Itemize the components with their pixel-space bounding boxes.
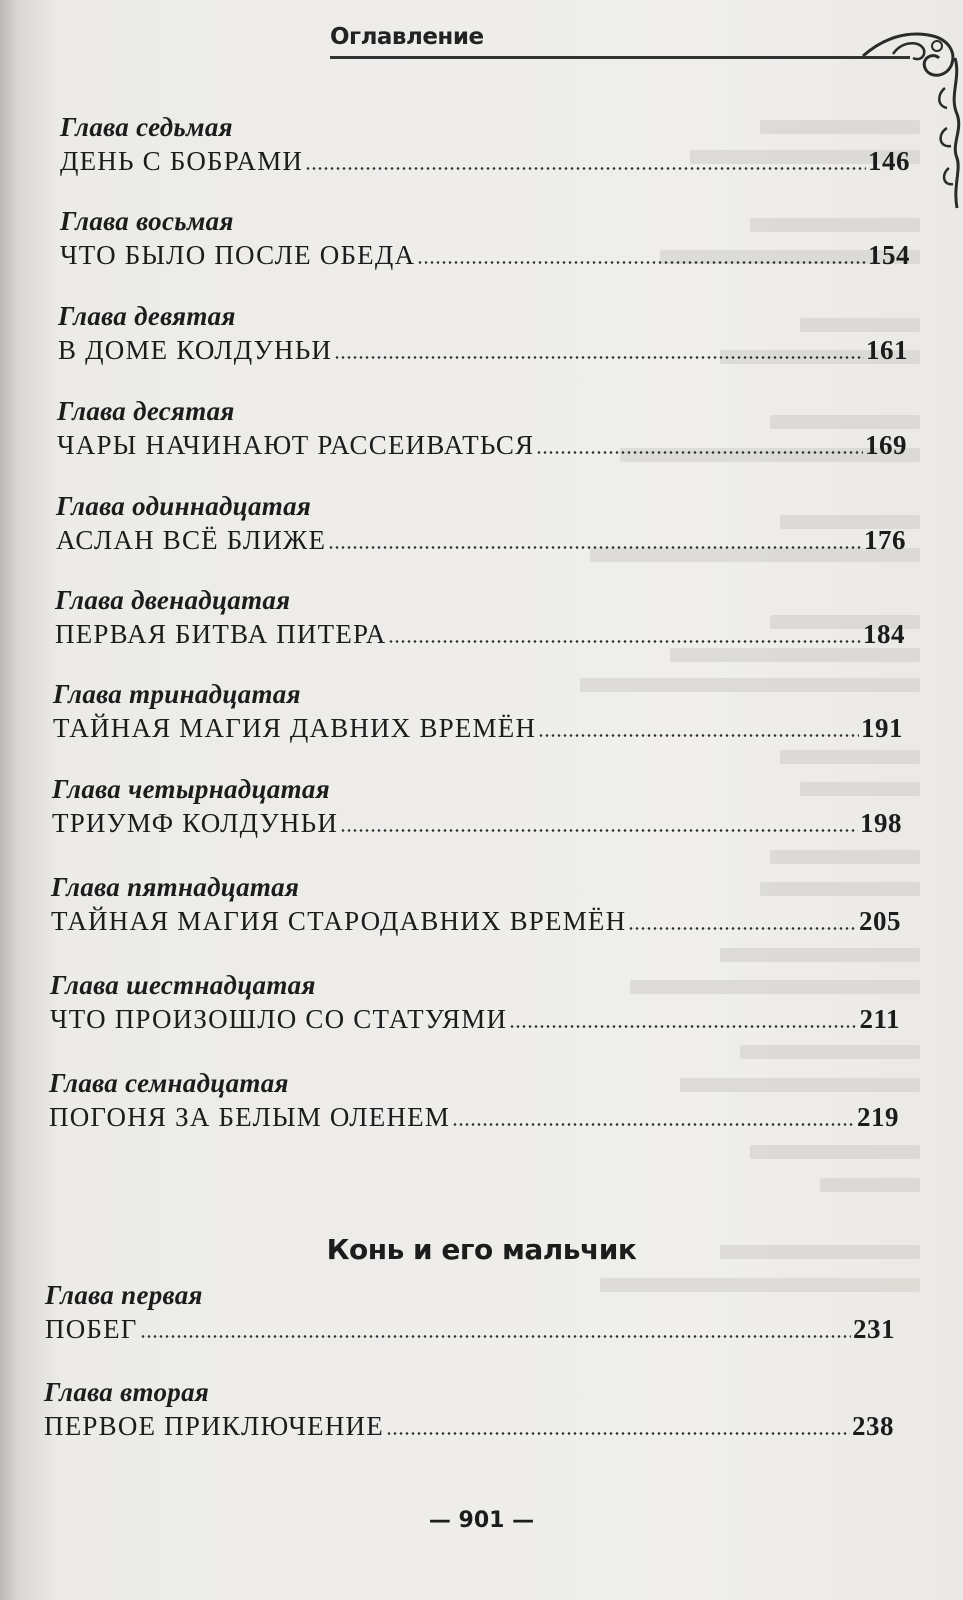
chapter-title: ЧТО БЫЛО ПОСЛЕ ОБЕДА [60,240,416,270]
toc-line [58,334,908,366]
chapter-title: ПОБЕГ [45,1314,138,1344]
toc-entry [45,1280,895,1345]
page-number: 219 [857,1102,899,1132]
toc-entry [55,585,905,650]
toc-line [44,1410,894,1442]
chapter-title: ТАЙНАЯ МАГИЯ ДАВНИХ ВРЕМЁН [53,713,537,743]
dot-leader [509,1025,857,1028]
dot-leader [417,261,866,264]
section-title: Конь и его мальчик [326,1233,637,1266]
page-number: 198 [860,808,902,838]
toc-entry [52,774,902,839]
toc-line [55,618,905,650]
toc-entry [57,396,907,461]
chapter-label: Глава вторая [44,1377,210,1407]
toc-entry [44,1377,894,1442]
chapter-title: ПЕРВАЯ БИТВА ПИТЕРА [55,619,387,649]
chapter-label: Глава пятнадцатая [51,872,300,902]
dot-leader [140,1335,851,1338]
toc-entry [49,1068,899,1133]
chapter-label: Глава девятая [58,301,236,331]
page-number: 169 [865,430,907,460]
toc-line [53,712,903,744]
toc-entry [60,112,910,177]
chapter-label: Глава семнадцатая [49,1068,289,1098]
page-number: 154 [868,240,910,270]
dot-leader [536,451,863,454]
dot-leader [538,734,859,737]
chapter-label: Глава первая [45,1280,203,1310]
chapter-title: ЧТО ПРОИЗОШЛО СО СТАТУЯМИ [50,1004,508,1034]
page-number: 161 [866,335,908,365]
chapter-label: Глава десятая [57,396,235,426]
page-number: 205 [859,906,901,936]
chapter-label: Глава тринадцатая [53,679,301,709]
toc-line [50,1003,900,1035]
toc-line [51,905,901,937]
page-number: 238 [852,1411,894,1441]
dot-leader [628,927,857,930]
page-number: 231 [853,1314,895,1344]
page-number: 191 [861,713,903,743]
page-number: 211 [859,1004,900,1034]
toc-entry [51,872,901,937]
chapter-title: АСЛАН ВСЁ БЛИЖЕ [56,525,327,555]
chapter-title: ТАЙНАЯ МАГИЯ СТАРОДАВНИХ ВРЕМЁН [51,906,627,936]
dot-leader [452,1123,855,1126]
page-folio: — 901 — [428,1508,535,1533]
toc-line [45,1313,895,1345]
toc-line [57,429,907,461]
dot-leader [386,1432,850,1435]
page-number: 184 [863,619,905,649]
toc-entry [58,301,908,366]
toc-line [60,145,910,177]
toc-entry [53,679,903,744]
toc-line [56,524,906,556]
header-title: Оглавление [330,24,484,50]
page-number: 146 [868,146,910,176]
chapter-label: Глава четырнадцатая [52,774,330,804]
chapter-title: ТРИУМФ КОЛДУНЬИ [52,808,339,838]
dot-leader [328,546,862,549]
chapter-title: ДЕНЬ С БОБРАМИ [60,146,304,176]
toc-line [49,1101,899,1133]
chapter-title: В ДОМЕ КОЛДУНЬИ [58,335,333,365]
toc-line [60,239,910,271]
dot-leader [340,829,858,832]
chapter-label: Глава шестнадцатая [50,970,316,1000]
toc-entry [50,970,900,1035]
chapter-label: Глава одиннадцатая [56,491,312,521]
chapter-title: ПОГОНЯ ЗА БЕЛЫМ ОЛЕНЕМ [49,1102,451,1132]
chapter-title: ПЕРВОЕ ПРИКЛЮЧЕНИЕ [44,1411,384,1441]
chapter-title: ЧАРЫ НАЧИНАЮТ РАССЕИВАТЬСЯ [57,430,535,460]
page-number: 176 [864,525,906,555]
toc-entry [60,206,910,271]
dot-leader [305,167,866,170]
toc-line [52,807,902,839]
dot-leader [334,356,864,359]
chapter-label: Глава двенадцатая [55,585,291,615]
chapter-label: Глава восьмая [60,206,234,236]
chapter-label: Глава седьмая [60,112,233,142]
toc-entry [56,491,906,556]
dot-leader [388,640,861,643]
